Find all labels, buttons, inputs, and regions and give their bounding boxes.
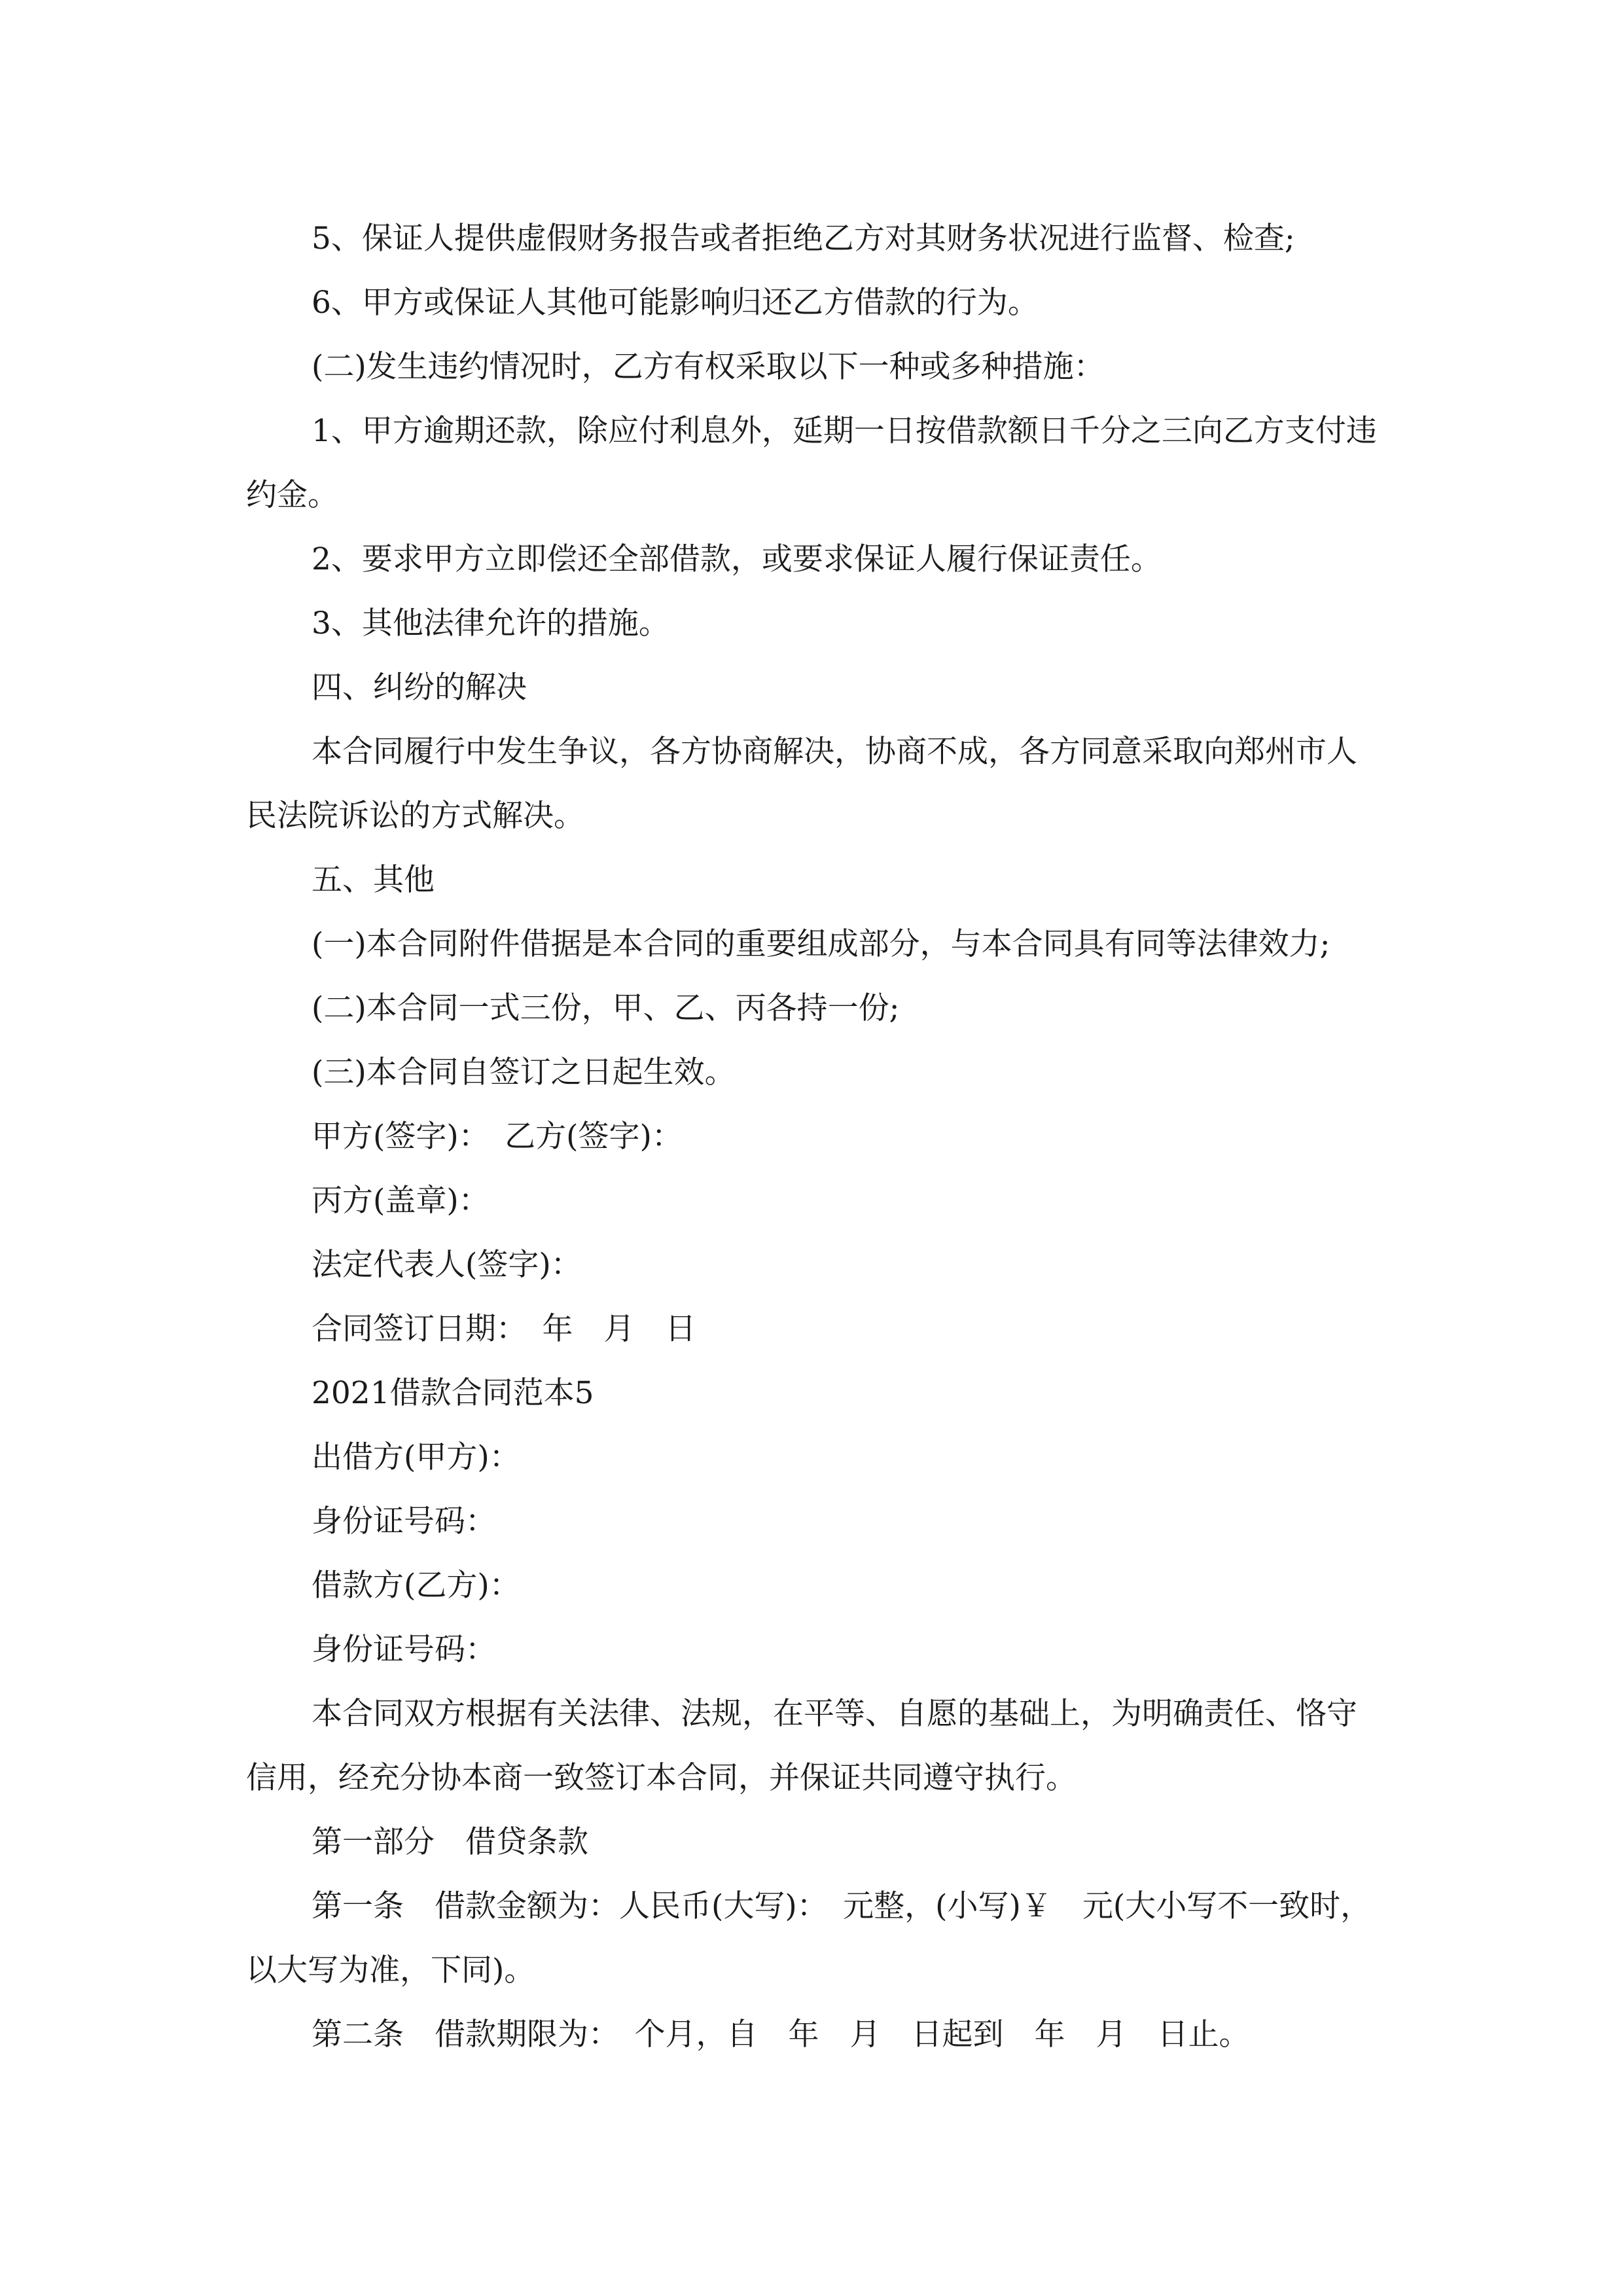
signature-line-parties: 甲方(签字)： 乙方(签字)： [312, 1119, 683, 1155]
section-heading-disputes: 四、纠纷的解决 [312, 670, 527, 706]
document-body [246, 207, 1378, 2067]
signature-line-representative: 法定代表人(签字)： [312, 1247, 582, 1283]
other-clause-3: (三)本合同自签订之日起生效。 [312, 1054, 736, 1090]
measure-2: 2、要求甲方立即偿还全部借款，或要求保证人履行保证责任。 [312, 541, 1162, 577]
lender-field: 出借方(甲方)： [312, 1439, 520, 1475]
borrower-id-field: 身份证号码： [312, 1632, 496, 1668]
article-2-term: 第二条 借款期限为： 个月，自 年 月 日起到 年 月 日止。 [312, 2017, 1250, 2053]
measure-3: 3、其他法律允许的措施。 [312, 605, 669, 641]
part-one-heading: 第一部分 借贷条款 [312, 1824, 588, 1860]
preamble-text: 本合同双方根据有关法律、法规，在平等、自愿的基础上，为明确责任、恪守信用，经充分协本商一致签订本合同，并保证共同遵守执行。 [246, 1696, 1357, 1796]
disputes-text: 本合同履行中发生争议，各方协商解决，协商不成，各方同意采取向郑州市人民法院诉讼的方式解决。 [246, 734, 1357, 834]
signing-date-line: 合同签订日期： 年 月 日 [312, 1311, 696, 1347]
measure-1: 1、甲方逾期还款，除应付利息外，延期一日按借款额日千分之三向乙方支付违约金。 [246, 413, 1377, 513]
article-1-amount: 第一条 借款金额为：人民币(大写)： 元整，(小写)￥ 元(大小写不一致时，以大写为准，下同)。 [246, 1888, 1372, 1988]
other-clause-2: (二)本合同一式三份，甲、乙、丙各持一份; [312, 990, 900, 1026]
section-heading-other: 五、其他 [312, 862, 435, 898]
clause-6: 6、甲方或保证人其他可能影响归还乙方借款的行为。 [312, 285, 1039, 321]
template-title: 2021借款合同范本5 [312, 1375, 594, 1411]
clause-5: 5、保证人提供虚假财务报告或者拒绝乙方对其财务状况进行监督、检查; [312, 221, 1295, 257]
borrower-field: 借款方(乙方)： [312, 1568, 520, 1604]
lender-id-field: 身份证号码： [312, 1503, 496, 1539]
signature-line-party-c: 丙方(盖章)： [312, 1183, 490, 1219]
other-clause-1: (一)本合同附件借据是本合同的重要组成部分，与本合同具有同等法律效力; [312, 926, 1330, 962]
breach-measures-heading: (二)发生违约情况时，乙方有权采取以下一种或多种措施： [312, 349, 1105, 385]
